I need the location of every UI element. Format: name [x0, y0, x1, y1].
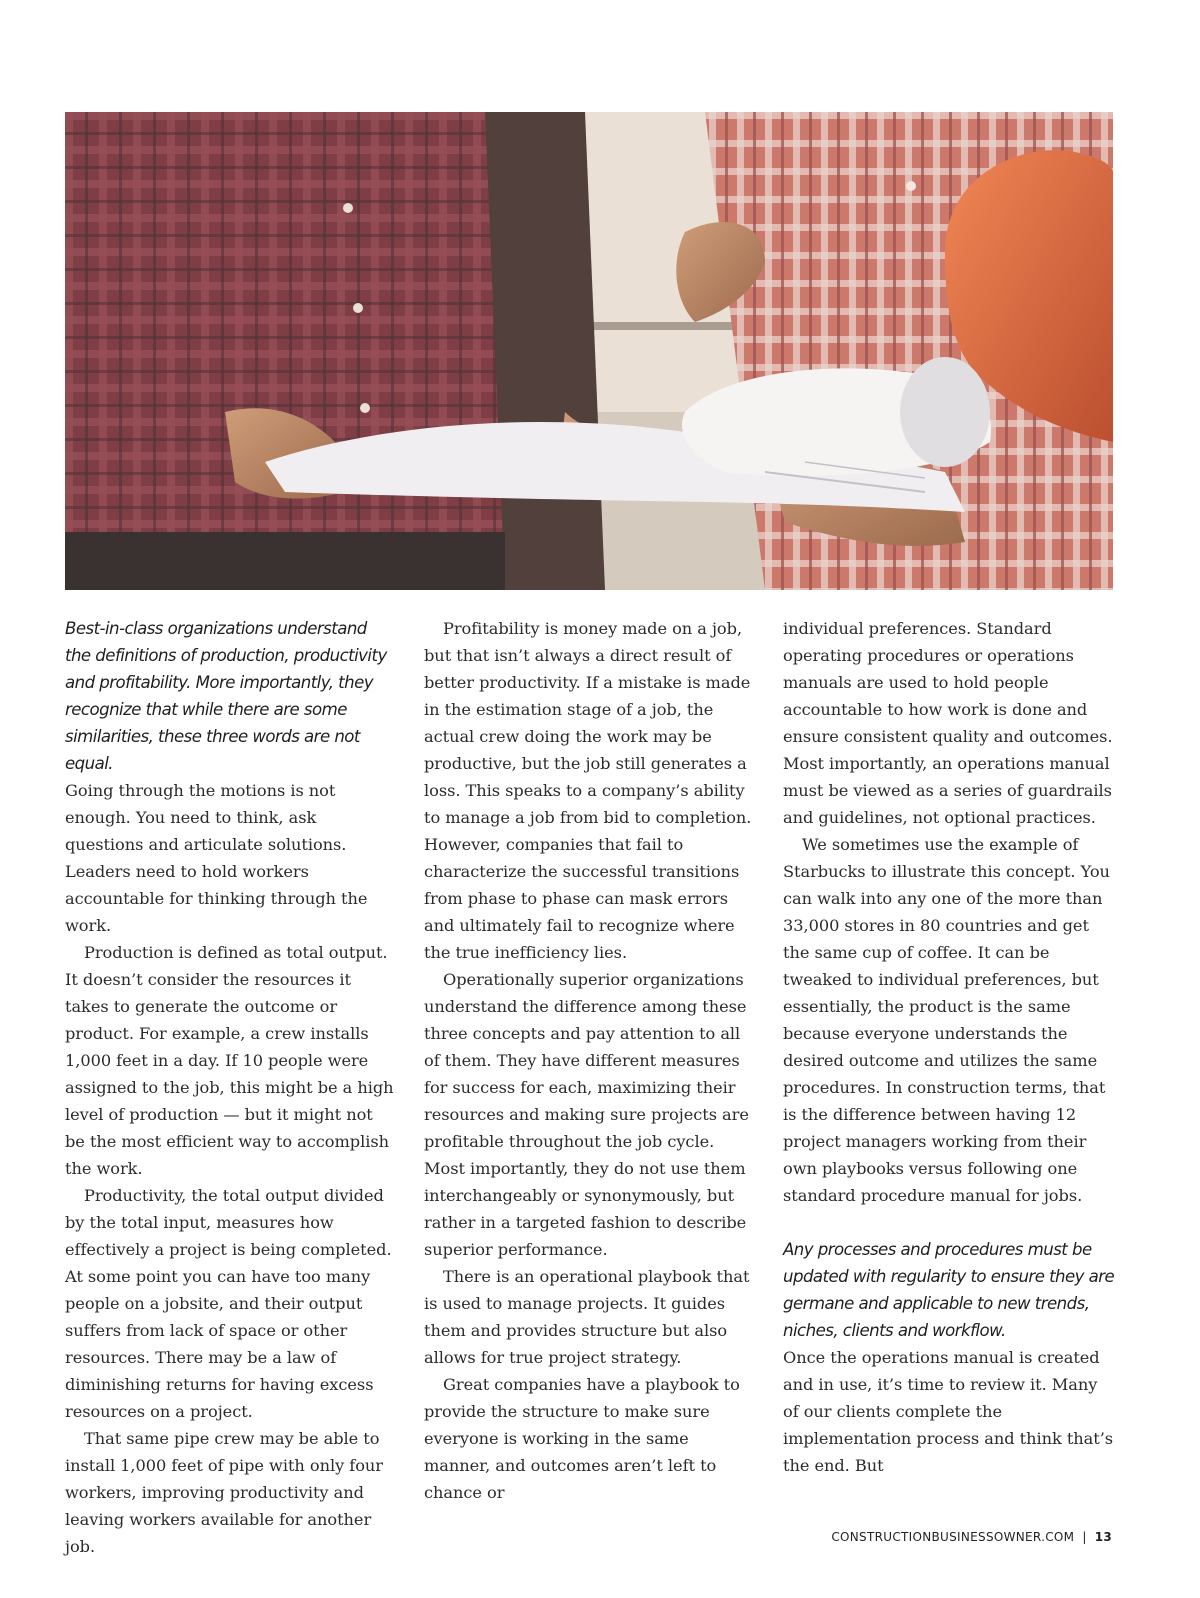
pull-quote: Any processes and procedures must be updated with regularity to ensure they are germane and applicable to new trends, niches, clients and workflow. — [783, 1240, 1115, 1340]
footer-separator: | — [1082, 1530, 1087, 1544]
article-column-1 — [65, 615, 397, 1560]
pull-quote: Best-in-class organizations understand the definitions of production, productivity and profitability. More importantly, they recognize that while there are some similarities, these three words are not equal. — [65, 619, 387, 773]
hero-photo — [65, 112, 1113, 590]
paragraph: There is an operational playbook that is used to manage projects. It guides them and provides structure but also allows for true project strategy. — [424, 1267, 750, 1367]
website-link[interactable]: CONSTRUCTIONBUSINESSOWNER.COM — [831, 1530, 1075, 1544]
paragraph: Production is defined as total output. It doesn’t consider the resources it takes to generate the outcome or product. For example, a crew installs 1,000 feet in a day. If 10 people were assigned to the job, this might be a high level of production — but it might not be the most efficient way to accomplish the work. — [65, 943, 394, 1178]
paragraph: Productivity, the total output divided by the total input, measures how effectively a project is being completed. At some point you can have too many people on a jobsite, and their output suffers from lack of space or other resources. There may be a law of diminishing returns for having excess resources on a project. — [65, 1186, 392, 1421]
paragraph: Going through the motions is not enough. You need to think, ask questions and articulate solutions. Leaders need to hold workers accountable for thinking through the work. — [65, 781, 368, 935]
article-column-2 — [424, 615, 756, 1506]
paragraph: Profitability is money made on a job, but that isn’t always a direct result of better productivity. If a mistake is made in the estimation stage of a job, the actual crew doing the work may be productive, but the job still generates a loss. This speaks to a company’s ability to manage a job from bid to completion. However, companies that fail to characterize the successful transitions from phase to phase can mask errors and ultimately fail to recognize where the true inefficiency lies. — [424, 619, 752, 962]
paragraph: That same pipe crew may be able to install 1,000 feet of pipe with only four workers, improving productivity and leaving workers available for another job. — [65, 1429, 383, 1556]
paragraph: Great companies have a playbook to provide the structure to make sure everyone is working in the same manner, and outcomes aren’t left to chance or — [424, 1375, 740, 1502]
paragraph: individual preferences. Standard operating procedures or operations manuals are used to hold people accountable to how work is done and ensure consistent quality and outcomes. Most importantly, an operations manual must be viewed as a series of guardrails and guidelines, not optional practices. — [783, 619, 1113, 827]
workers-reviewing-blueprints-image — [65, 112, 1113, 590]
page-number: 13 — [1094, 1530, 1112, 1544]
page-footer — [831, 1530, 1112, 1544]
paragraph: We sometimes use the example of Starbucks to illustrate this concept. You can walk into any one of the more than 33,000 stores in 80 countries and get the same cup of coffee. It can be tweaked to individual preferences, but essentially, the product is the same because everyone understands the desired outcome and utilizes the same procedures. In construction terms, that is the difference between having 12 project managers working from their own playbooks versus following one standard procedure manual for jobs. — [783, 835, 1110, 1205]
spacer — [783, 1209, 1115, 1236]
paragraph: Operationally superior organizations understand the difference among these three concepts and pay attention to all of them. They have different measures for success for each, maximizing their resources and making sure projects are profitable throughout the job cycle. Most importantly, they do not use them interchangeably or synonymously, but rather in a targeted fashion to describe superior performance. — [424, 970, 749, 1259]
article-column-3 — [783, 615, 1115, 1479]
paragraph: Once the operations manual is created and in use, it’s time to review it. Many of our clients complete the implementation process and think that’s the end. But — [783, 1348, 1114, 1475]
